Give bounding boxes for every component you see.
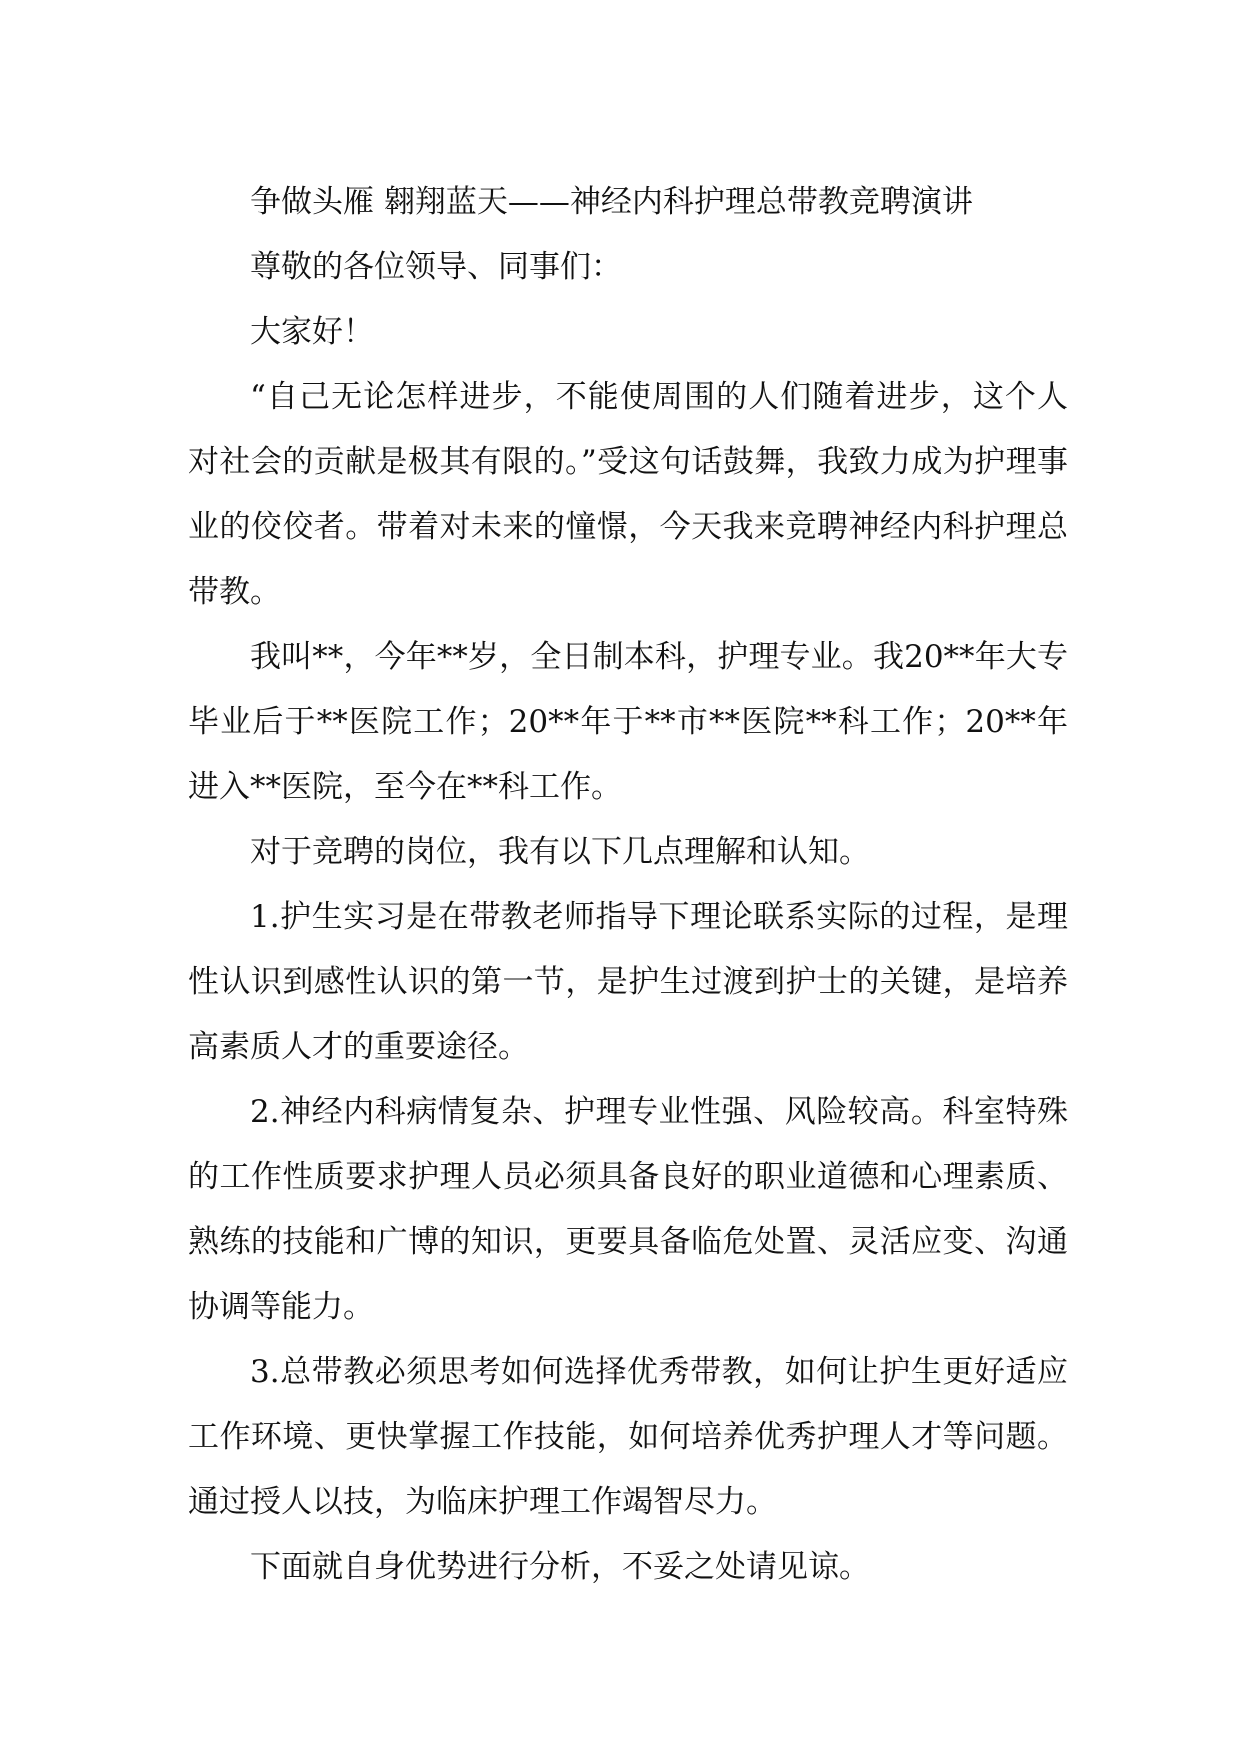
paragraph-self-intro: 我叫**，今年**岁，全日制本科，护理专业。我20**年大专毕业后于**医院工作；20**年于**市**医院**科工作；20**年进入**医院，至今在**科工作。	[188, 639, 1068, 805]
paragraph-point-1: 1.护生实习是在带教老师指导下理论联系实际的过程，是理性认识到感性认识的第一节，是护生过渡到护士的关键，是培养高素质人才的重要途径。	[188, 899, 1068, 1065]
salutation: 尊敬的各位领导、同事们：	[250, 249, 622, 285]
paragraph-advantages-intro: 下面就自身优势进行分析，不妥之处请见谅。	[250, 1549, 870, 1585]
paragraph-point-3: 3.总带教必须思考如何选择优秀带教，如何让护生更好适应工作环境、更快掌握工作技能，如何培养优秀护理人才等问题。通过授人以技，为临床护理工作竭智尽力。	[188, 1354, 1068, 1520]
paragraph-understanding-intro: 对于竞聘的岗位，我有以下几点理解和认知。	[250, 834, 870, 870]
greeting: 大家好！	[250, 314, 374, 350]
document-title: 争做头雁 翱翔蓝天——神经内科护理总带教竞聘演讲	[250, 184, 973, 220]
paragraph-quote: “自己无论怎样进步，不能使周围的人们随着进步，这个人对社会的贡献是极其有限的。”受这句话鼓舞，我致力成为护理事业的佼佼者。带着对未来的憧憬，今天我来竞聘神经内科护理总带教。	[188, 379, 1068, 610]
document-body	[188, 170, 1068, 1600]
paragraph-point-2: 2.神经内科病情复杂、护理专业性强、风险较高。科室特殊的工作性质要求护理人员必须具备良好的职业道德和心理素质、熟练的技能和广博的知识，更要具备临危处置、灵活应变、沟通协调等能力。	[188, 1094, 1068, 1325]
